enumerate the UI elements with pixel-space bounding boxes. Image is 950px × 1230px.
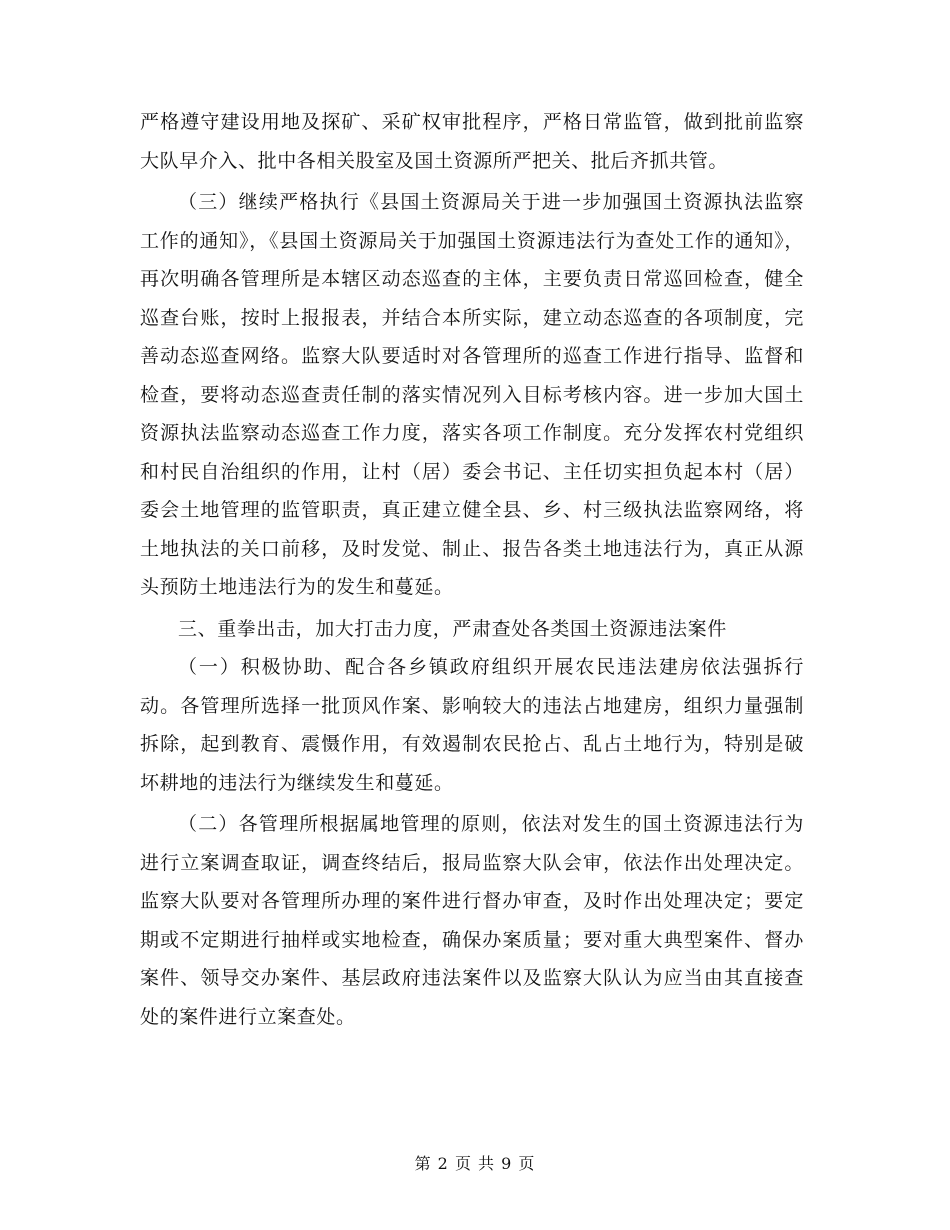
section-heading-crackdown: 三、重拳出击，加大打击力度，严肃查处各类国土资源违法案件 [178,617,727,640]
paragraph-demolition-action: （一）积极协助、配合各乡镇政府组织开展农民违法建房依法强拆行动。各管理所选择一批顶风作案、影响较大的违法占地建房，组织力量强制拆除，起到教育、震慑作用，有效遏制农民抢占、乱占土地行为，特别是破坏耕地的违法行为继续发生和蔓延。 [140,656,804,794]
page-number-footer: 第 2 页 共 9 页 [414,1154,536,1173]
paragraph-dynamic-inspection: （三）继续严格执行《县国土资源局关于进一步加强国土资源执法监察工作的通知》，《县国土资源局关于加强国土资源违法行为查处工作的通知》，再次明确各管理所是本辖区动态巡查的主体，主要负责日常巡回检查，健全巡查台账，按时上报报表，并结合本所实际，建立动态巡查的各项制度，完善动态巡查网络。监察大队要适时对各管理所的巡查工作进行指导、监督和检查，要将动态巡查责任制的落实情况列入目标考核内容。进一步加大国土资源执法监察动态巡查工作力度，落实各项工作制度。充分发挥农村党组织和村民自治组织的作用，让村（居）委会书记、主任切实担负起本村（居）委会土地管理的监管职责，真正建立健全县、乡、村三级执法监察网络，将土地执法的关口前移，及时发觉、制止、报告各类土地违法行为，真正从源头预防土地违法行为的发生和蔓延。 [140,191,804,598]
paragraph-case-investigation: （二）各管理所根据属地管理的原则，依法对发生的国土资源违法行为进行立案调查取证，调查终结后，报局监察大队会审，依法作出处理决定。监察大队要对各管理所办理的案件进行督办审查，及时作出处理决定；要定期或不定期进行抽样或实地检查，确保办案质量；要对重大典型案件、督办案件、领导交办案件、基层政府违法案件以及监察大队认为应当由其直接查处的案件进行立案查处。 [140,813,804,1028]
paragraph-approval-procedure: 严格遵守建设用地及探矿、采矿权审批程序，严格日常监管，做到批前监察大队早介入、批中各相关股室及国土资源所严把关、批后齐抓共管。 [140,111,804,172]
document-body [140,103,804,1036]
